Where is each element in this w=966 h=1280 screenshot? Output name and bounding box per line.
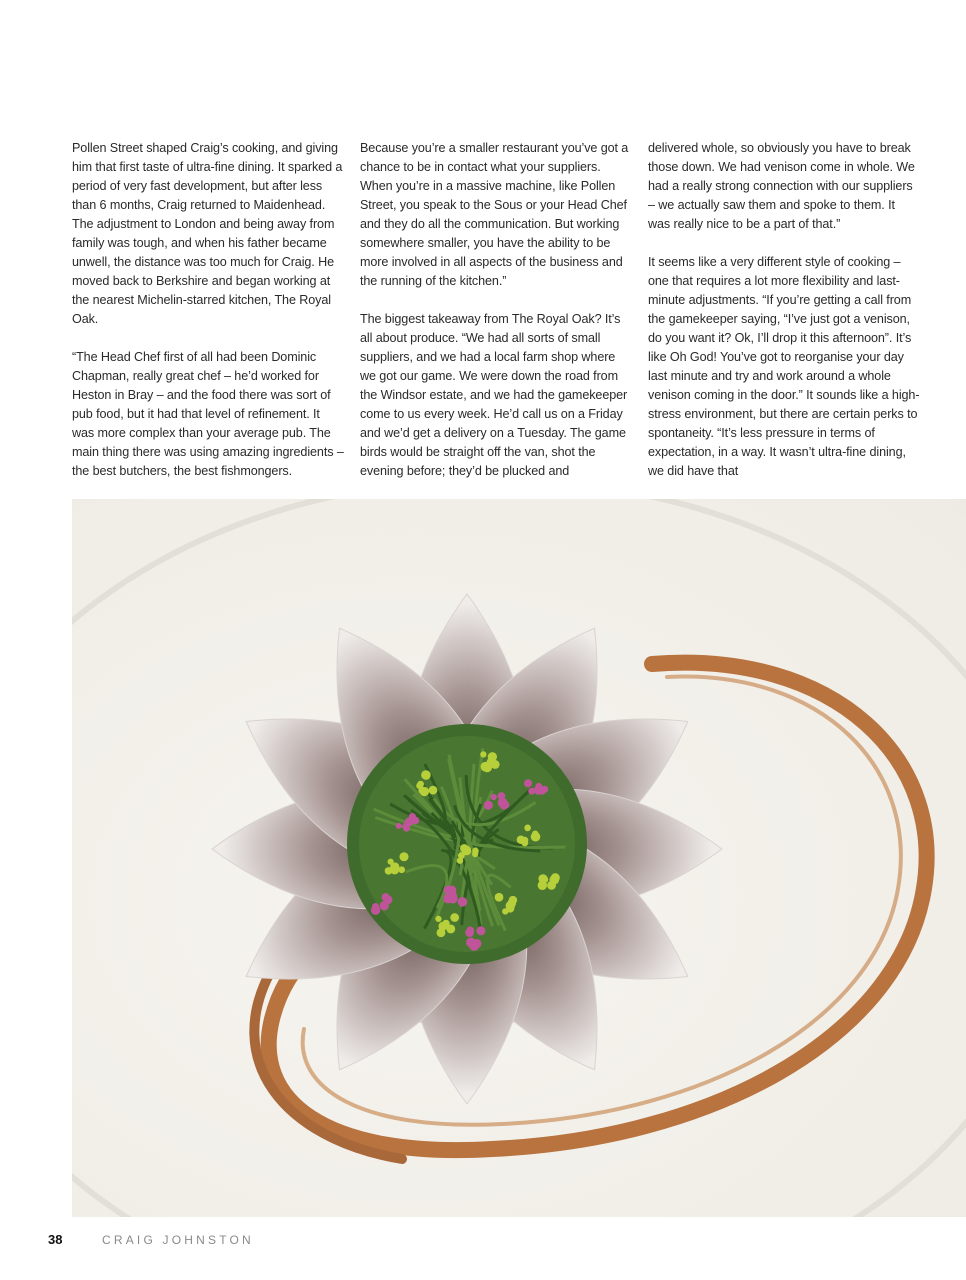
blossom (390, 865, 399, 874)
blossom (541, 786, 548, 793)
blossom (521, 837, 528, 844)
blossom (491, 794, 497, 800)
blossom (417, 781, 424, 788)
blossom (495, 893, 504, 902)
blossom (382, 893, 390, 901)
paragraph: The biggest takeaway from The Royal Oak? It’s all about produce. “We had all sorts of small suppliers, and we had a local farm shop where we got our game. We were down the road from the Windsor estate, and we had the gamekeeper come to us every week. He’d call us on a Friday and we’d get a delivery on a Tuesday. The game birds would be straight off the van, shot the evening before; they’d be plucked and (360, 312, 628, 478)
blossom (380, 901, 389, 910)
blossom (469, 941, 479, 951)
blossom (420, 787, 429, 796)
blossom (457, 857, 463, 863)
blossom (535, 783, 542, 790)
blossom (421, 770, 431, 780)
blossom (435, 916, 441, 922)
paragraph: It seems like a very different style of cooking – one that requires a lot more flexibility and last-minute adjustments. “If you’re getting a call from the gamekeeper saying, “I’ve just got a venison, do you want it? Ok, I’ll drop it this afternoon”. It’s like Oh God! You’ve got to reorganise your day last minute and try and work around a whole venison coming in the door.” It sounds like a high-stress environment, but there are certain perks to spontaneity. “It’s less pressure in terms of expectation, in a way. It wasn’t ultra-fine dining, we did have that (648, 255, 920, 478)
blossom (399, 852, 408, 861)
blossom (472, 851, 478, 857)
paragraph: “The Head Chef first of all had been Dominic Chapman, really great chef – he’d worked for Heston in Bray – and the food there was sort of pub food, but it had that level of refinement. It was more complex than your average pub. The main thing there was using amazing ingredients – the best butchers, the best fishmongers. (72, 350, 344, 478)
paragraph: delivered whole, so obviously you have to break those down. We had venison come in whole. We had a really strong connection with our suppliers – we actually saw them and spoke to them. It was really nice to be a part of that.” (648, 141, 915, 231)
paragraph: Because you’re a smaller restaurant you’ve got a chance to be in contact what your suppliers. When you’re in a massive machine, like Pollen Street, you speak to the Sous or your Head Chef and they do all the communication. But working somewhere smaller, you have the ability to be more involved in all aspects of the business and the running of the kitchen.” (360, 141, 629, 288)
blossom (442, 920, 450, 928)
blossom (524, 779, 532, 787)
blossom (396, 823, 402, 829)
blossom (480, 751, 486, 757)
blossom (465, 928, 474, 937)
blossom (460, 844, 468, 852)
blossom (484, 801, 493, 810)
text-column-2 (360, 139, 632, 481)
plated-dish-photo (72, 499, 966, 1217)
blossom (524, 825, 531, 832)
blossom (403, 825, 410, 832)
blossom (482, 762, 492, 772)
paragraph: Pollen Street shaped Craig’s cooking, and giving him that first taste of ultra-fine dining. It sparked a period of very fast development, but after less than 6 months, Craig returned to Maidenhead. The adjustment to London and being away from family was tough, and when his father became unwell, the distance was too much for Craig. He moved back to Berkshire and began working at the nearest Michelin-starred kitchen, The Royal Oak. (72, 141, 343, 326)
blossom (448, 894, 458, 904)
page-number: 38 (48, 1232, 63, 1247)
blossom (531, 832, 541, 842)
blossom (429, 786, 438, 795)
blossom (500, 802, 507, 809)
blossom (541, 876, 548, 883)
blossom (398, 866, 405, 873)
blossom (507, 899, 516, 908)
text-column-1 (72, 139, 344, 481)
dish-illustration (72, 499, 966, 1217)
blossom (371, 907, 378, 914)
blossom (444, 886, 453, 895)
blossom (476, 926, 485, 935)
blossom (458, 897, 468, 907)
running-head: CRAIG JOHNSTON (102, 1233, 254, 1247)
blossom (551, 873, 560, 882)
blossom (450, 913, 459, 922)
blossom (488, 752, 497, 761)
text-column-3 (648, 139, 920, 481)
blossom (437, 928, 446, 937)
